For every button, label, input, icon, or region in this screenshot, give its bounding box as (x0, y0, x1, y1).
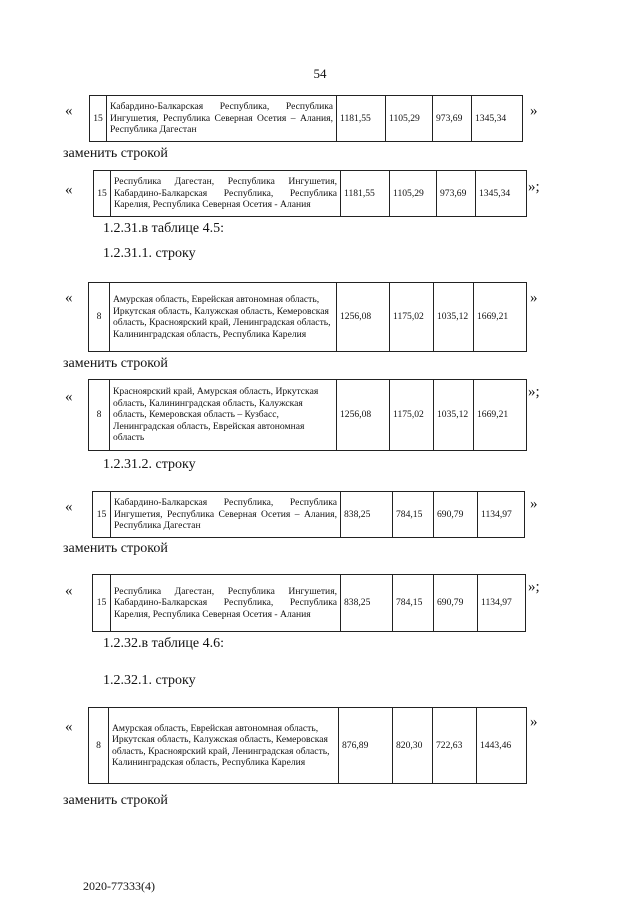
value-cell: 784,15 (393, 575, 434, 632)
heading-1-2-32-1: 1.2.32.1. строку (103, 673, 196, 688)
table-row-new-15 (93, 170, 527, 217)
open-quote: « (65, 389, 73, 405)
replace-with-line-text: заменить строкой (63, 541, 168, 556)
close-quote-semicolon: »; (528, 384, 540, 400)
heading-1-2-32: 1.2.32.в таблице 4.6: (103, 636, 224, 651)
value-cell: 1345,34 (476, 171, 527, 217)
close-quote-semicolon: »; (528, 579, 540, 595)
regions-cell: Красноярский край, Амурская область, Иркутская область, Калининградская область, Калужская область, Кемеровская область – Кузбасс, Ленинградская область, Еврейская автономная область (110, 380, 337, 451)
table-row-old-15 (92, 491, 525, 538)
value-cell: 690,79 (434, 492, 478, 538)
value-cell: 1134,97 (478, 575, 526, 632)
table-row-old-8 (88, 282, 527, 352)
close-quote: » (530, 496, 538, 512)
open-quote: « (65, 583, 73, 599)
page-number: 54 (313, 66, 327, 81)
value-cell: 1443,46 (477, 708, 527, 784)
heading-1-2-31-2: 1.2.31.2. строку (103, 457, 196, 472)
value-cell: 973,69 (437, 171, 476, 217)
value-cell: 1181,55 (341, 171, 390, 217)
regions-cell: Амурская область, Еврейская автономная область, Иркутская область, Калужская область, Кемеровская область, Красноярский край, Ленинградская область, Калининградская область, Республика Карелия (109, 708, 339, 784)
value-cell: 838,25 (341, 492, 393, 538)
document-footer-code: 2020-77333(4) (83, 879, 155, 893)
row-number: 15 (93, 492, 111, 538)
value-cell: 784,15 (393, 492, 434, 538)
table-row-new-8 (88, 379, 527, 451)
value-cell: 1256,08 (337, 283, 390, 352)
close-quote: » (530, 714, 538, 730)
open-quote: « (65, 499, 73, 515)
value-cell: 1105,29 (390, 171, 437, 217)
replace-with-line-text: заменить строкой (63, 793, 168, 808)
replace-with-line-text: заменить строкой (63, 356, 168, 371)
value-cell: 1669,21 (474, 380, 527, 451)
heading-1-2-31-1: 1.2.31.1. строку (103, 246, 196, 261)
value-cell: 1035,12 (434, 283, 474, 352)
row-number: 8 (89, 283, 110, 352)
row-number: 15 (93, 575, 111, 632)
regions-cell: Республика Дагестан, Республика Ингушетия, Кабардино-Балкарская Республика, Республика Карелия, Республика Северная Осетия - Алания (111, 171, 341, 217)
table-row-old-8 (88, 707, 527, 784)
value-cell: 820,30 (393, 708, 433, 784)
open-quote: « (65, 290, 73, 306)
open-quote: « (65, 103, 73, 119)
open-quote: « (65, 719, 73, 735)
row-number: 8 (89, 708, 109, 784)
value-cell: 1345,34 (472, 96, 523, 142)
close-quote: » (530, 290, 538, 306)
value-cell: 973,69 (433, 96, 472, 142)
row-number: 8 (89, 380, 110, 451)
heading-1-2-31: 1.2.31.в таблице 4.5: (103, 221, 224, 236)
value-cell: 1669,21 (474, 283, 527, 352)
value-cell: 1256,08 (337, 380, 390, 451)
value-cell: 838,25 (341, 575, 393, 632)
open-quote: « (65, 182, 73, 198)
value-cell: 1175,02 (390, 380, 434, 451)
value-cell: 690,79 (434, 575, 478, 632)
regions-cell: Кабардино-Балкарская Республика, Республика Ингушетия, Республика Северная Осетия – Алания, Республика Дагестан (111, 492, 341, 538)
value-cell: 1035,12 (434, 380, 474, 451)
regions-cell: Кабардино-Балкарская Республика, Республика Ингушетия, Республика Северная Осетия – Алания, Республика Дагестан (107, 96, 337, 142)
value-cell: 1134,97 (478, 492, 525, 538)
value-cell: 722,63 (433, 708, 477, 784)
row-number: 15 (94, 171, 111, 217)
value-cell: 1105,29 (386, 96, 433, 142)
value-cell: 876,89 (339, 708, 393, 784)
replace-with-line-text: заменить строкой (63, 146, 168, 161)
value-cell: 1175,02 (390, 283, 434, 352)
row-number: 15 (90, 96, 107, 142)
table-row-new-15 (92, 574, 526, 632)
close-quote-semicolon: »; (528, 179, 540, 195)
close-quote: » (530, 103, 538, 119)
regions-cell: Амурская область, Еврейская автономная область, Иркутская область, Калужская область, Кемеровская область, Красноярский край, Ленинградская область, Калининградская область, Республика Карелия (110, 283, 337, 352)
regions-cell: Республика Дагестан, Республика Ингушетия, Кабардино-Балкарская Республика, Республика Карелия, Республика Северная Осетия - Алания (111, 575, 341, 632)
table-row-old-15 (89, 95, 523, 142)
value-cell: 1181,55 (337, 96, 386, 142)
